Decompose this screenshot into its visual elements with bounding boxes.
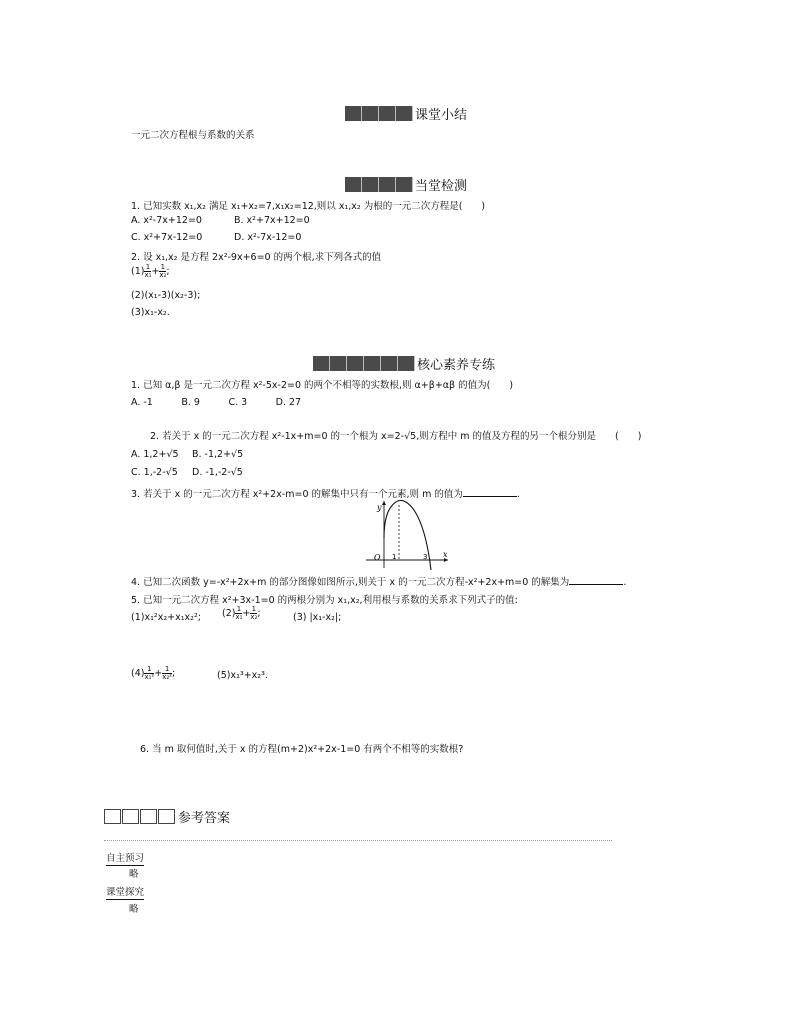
core-question-1: 1. 已知 α,β 是一元二次方程 x²-5x-2=0 的两个不相等的实数根,则 α+β+αβ 的值为( )	[131, 380, 514, 391]
part-label: (1)	[131, 266, 145, 277]
answers-title: 参考答案	[178, 810, 231, 826]
period: .	[516, 489, 520, 500]
question-text: 4. 已知二次函数 y=-x²+2x+m 的部分图像如图所示,则关于 x 的一元二次方程-x²+2x+m=0 的解集为	[131, 577, 570, 588]
core-question-3	[131, 486, 520, 500]
tick-label-3: 3	[423, 553, 428, 561]
core-title: 核心素养专练	[417, 357, 496, 373]
summary-text: 一元二次方程根与系数的关系	[131, 130, 255, 141]
answer-blank[interactable]	[569, 575, 623, 585]
core-q2-option-c: C. 1,-2-√5	[131, 467, 178, 478]
fraction: $\frac{1}{\text{x₁²}}$	[144, 665, 155, 681]
header-decoration	[104, 809, 176, 824]
check-section-header	[345, 176, 467, 192]
origin-label: O	[374, 553, 381, 562]
answer-label-explore: 课堂探究	[106, 884, 144, 900]
parabola-curve-left	[384, 512, 388, 538]
answer-label-preview: 自主预习	[106, 850, 144, 866]
core-q5-part-2: (2) $\frac{1}{\text{x₁}}$ + $\frac{1}{\text{x₂}}$ ;	[222, 605, 261, 621]
check-q2-part-2: (2)(x₁-3)(x₂-3);	[131, 290, 201, 301]
core-q1-options: A. -1 B. 9 C. 3 D. 27	[131, 397, 302, 408]
core-question-4	[131, 574, 626, 588]
fraction: $\frac{1}{\text{x₁}}$	[144, 263, 152, 279]
header-decoration	[313, 356, 415, 371]
summary-section-header	[345, 105, 467, 121]
check-q2-part-3: (3)x₁-x₂.	[131, 307, 170, 318]
core-q2-option-a: A. 1,2+√5	[131, 449, 179, 460]
fraction: $\frac{1}{\text{x₁}}$	[235, 605, 243, 621]
core-q2-option-b: B. -1,2+√5	[192, 449, 244, 460]
divider	[104, 840, 612, 841]
check-q1-option-b: B. x²+7x+12=0	[234, 215, 310, 226]
core-section-header	[313, 355, 495, 371]
header-decoration	[345, 106, 413, 121]
y-axis-arrow	[382, 501, 386, 505]
fraction: $\frac{1}{\text{x₂}}$	[250, 605, 258, 621]
y-label: y	[377, 503, 382, 512]
check-question-2: 2. 设 x₁,x₂ 是方程 2x²-9x+6=0 的两个根,求下列各式的值	[131, 252, 382, 263]
answer-text-preview: 略	[129, 869, 139, 880]
core-q2-option-d: D. -1,-2-√5	[192, 467, 243, 478]
x-label: x	[443, 550, 448, 559]
fraction: $\frac{1}{\text{x₂²}}$	[162, 665, 172, 681]
core-q5-part-5: (5)x₁³+x₂³.	[217, 670, 268, 681]
period: .	[623, 577, 627, 588]
answer-text-explore: 略	[129, 904, 139, 915]
summary-title: 课堂小结	[415, 107, 468, 123]
core-question-2: 2. 若关于 x 的一元二次方程 x²-1x+m=0 的一个根为 x=2-√5,则方程中 m 的值及方程的另一个根分别是 ( )	[150, 431, 642, 442]
part-label: (2)	[222, 608, 236, 619]
check-title: 当堂检测	[415, 178, 468, 194]
core-q5-part-3: (3) |x₁-x₂|;	[293, 612, 342, 623]
check-question-1: 1. 已知实数 x₁,x₂ 满足 x₁+x₂=7,x₁x₂=12,则以 x₁,x₂ 为根的一元二次方程是( )	[131, 201, 486, 212]
check-q1-option-c: C. x²+7x-12=0	[131, 232, 203, 243]
core-q5-part-4: (4) $\frac{1}{\text{x₁²}}$ + $\frac{1}{\text{x₂²}}$ ;	[131, 665, 176, 681]
header-decoration	[345, 177, 413, 192]
fraction: $\frac{1}{\text{x₂}}$	[159, 263, 167, 279]
check-q2-part-1: (1) $\frac{1}{\text{x₁}}$ + $\frac{1}{\text{x₂}}$ ;	[131, 263, 170, 279]
core-question-6: 6. 当 m 取何值时,关于 x 的方程(m+2)x²+2x-1=0 有两个不相等的实数根?	[140, 744, 464, 755]
core-q5-part-1: (1)x₁²x₂+x₁x₂²;	[131, 612, 201, 623]
check-q1-option-d: D. x²-7x-12=0	[234, 232, 302, 243]
parabola-graph	[362, 498, 452, 572]
check-q1-option-a: A. x²-7x+12=0	[131, 215, 202, 226]
core-question-5: 5. 已知一元二次方程 x²+3x-1=0 的两根分别为 x₁,x₂,利用根与系数的关系求下列式子的值:	[131, 595, 518, 606]
answer-blank[interactable]	[463, 487, 517, 497]
answers-section-header	[104, 808, 230, 824]
part-label: (4)	[131, 668, 145, 679]
question-text: 3. 若关于 x 的一元二次方程 x²+2x-m=0 的解集中只有一个元素,则 m 的值为	[131, 489, 463, 500]
tick-label-1: 1	[392, 553, 397, 561]
